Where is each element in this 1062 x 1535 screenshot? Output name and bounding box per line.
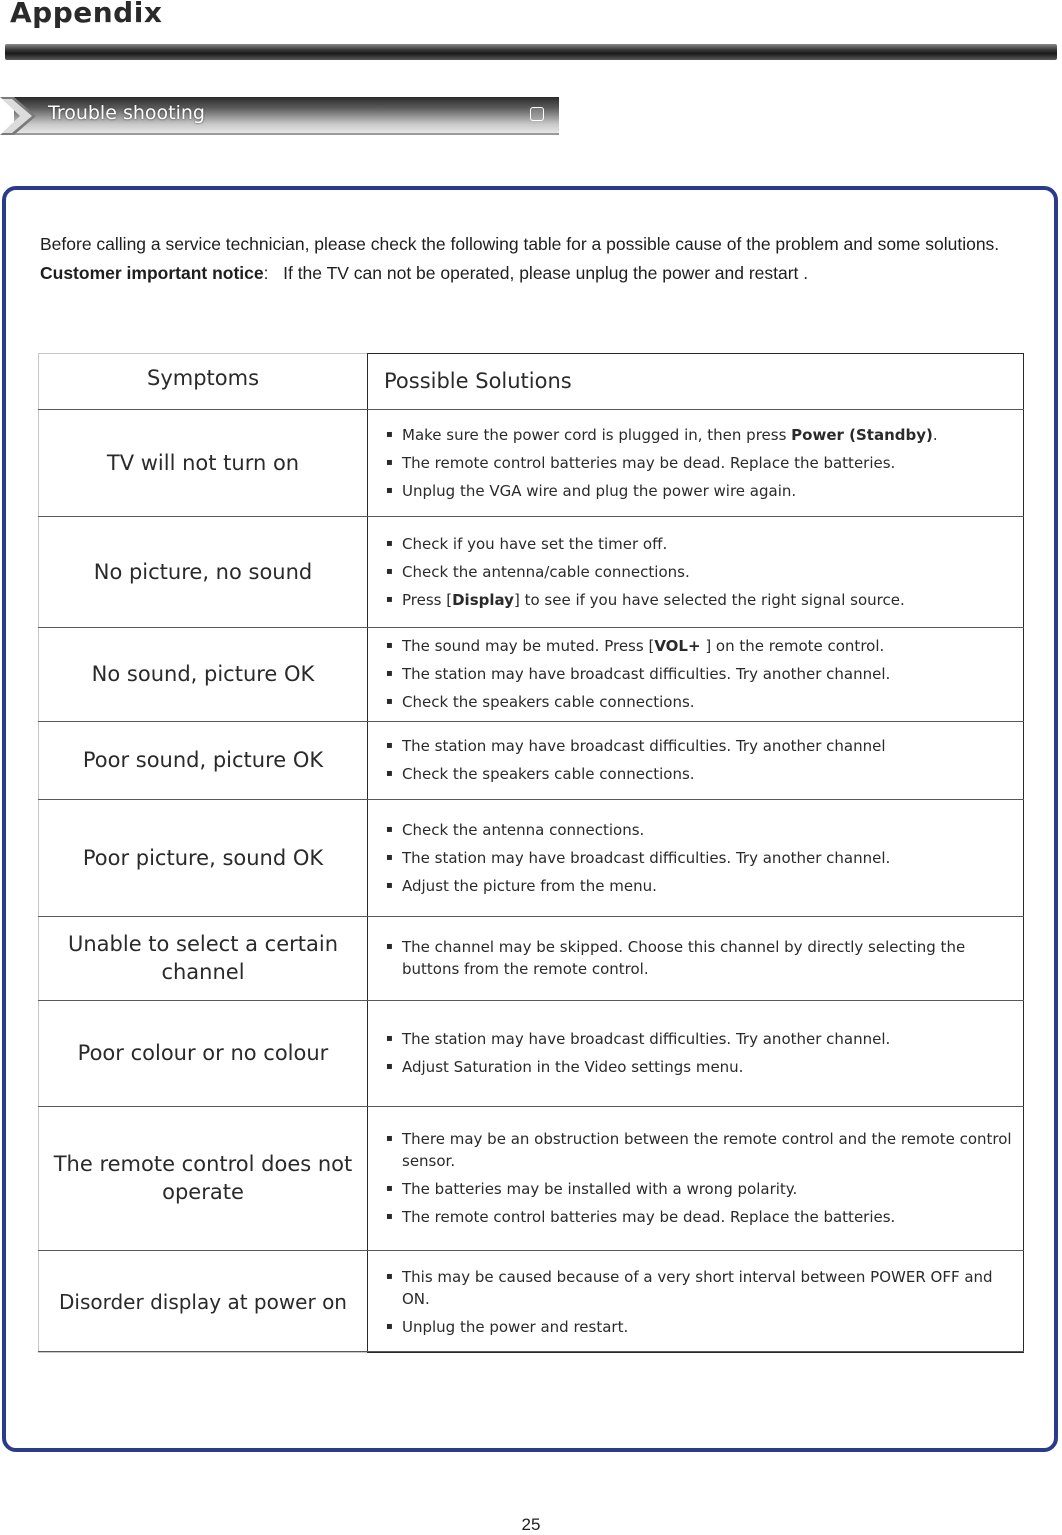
solution-item [386,533,1024,555]
solution-cell [368,1106,1024,1250]
notice-separator: : [263,263,269,283]
solution-item [386,480,1024,502]
notice-text: If the TV can not be operated, please unplug the power and restart . [283,263,809,283]
table-header [38,353,1024,409]
symptom-cell: TV will not turn on [106,450,300,475]
bullet-icon: ▪ [386,879,393,891]
solution-text-part: Check if you have set the timer off. [402,534,668,553]
symptom-cell: Unable to select a certain channel [67,932,339,984]
solution-cell [368,516,1024,627]
solution-keyword: VOL+ [654,637,701,655]
solution-cell [368,799,1024,916]
symptom-cell: Disorder display at power on [59,1289,347,1314]
bullet-icon: ▪ [386,1270,393,1282]
bullet-icon: ▪ [386,1320,393,1332]
solution-text [402,1178,797,1200]
square-button-icon [530,107,544,121]
bullet-icon: ▪ [386,740,393,751]
bullet-icon: ▪ [386,1061,393,1072]
solution-text [402,424,938,446]
solution-cell [368,916,1024,1000]
bullet-icon: ▪ [386,565,393,577]
intro-text [40,230,1030,288]
solution-text-part: Unplug the VGA wire and plug the power wire again. [402,481,797,500]
solution-text [402,533,667,555]
solution-text [402,1028,890,1050]
solution-cell [368,1000,1024,1106]
bullet-icon: ▪ [386,593,393,605]
solution-text-part: Press [ [402,590,453,609]
solution-item [386,589,1024,611]
solution-item [386,663,1024,685]
solution-text-part: The remote control batteries may be dead. Replace the batteries. [402,1208,896,1226]
solution-text-part: The station may have broadcast difficulties. Try another channel. [402,665,891,683]
solution-item [386,847,1024,869]
bullet-icon: ▪ [386,640,393,651]
solution-text [402,819,644,841]
bullet-icon: ▪ [386,668,393,679]
solution-cell [368,409,1024,516]
page-number: 25 [521,1515,541,1534]
bullet-icon: ▪ [386,768,393,779]
solution-text-part: The station may have broadcast difficulties. Try another channel. [402,848,891,867]
solution-item [386,691,1024,713]
solution-item [386,452,1024,474]
solution-text-part: The sound may be muted. Press [ [402,637,655,655]
bullet-icon: ▪ [386,537,393,549]
solution-text-part: This may be caused because of a very short interval between POWER OFF and ON. [402,1267,993,1308]
symptom-cell: No picture, no sound [93,559,313,584]
solution-text-part: The batteries may be installed with a wrong polarity. [402,1180,798,1198]
bullet-icon: ▪ [386,1211,393,1222]
solution-cell [368,721,1024,799]
customer-notice [40,259,1030,288]
solution-text [402,1316,628,1338]
bullet-icon: ▪ [386,823,393,835]
solution-item [386,1028,1024,1050]
solution-item [386,1128,1024,1172]
bullet-icon: ▪ [386,1033,393,1044]
solution-text [402,1266,1024,1310]
solution-keyword: Display [452,590,514,609]
page-title: Appendix [10,0,163,29]
symptom-cell: Poor sound, picture OK [82,748,324,772]
solution-text [402,735,886,757]
bullet-icon: ▪ [386,696,393,707]
solution-item [386,1266,1024,1310]
title-divider [5,44,1057,60]
bullet-icon: ▪ [386,1133,393,1144]
solution-text [402,936,1024,980]
solution-text [402,1128,1024,1172]
solution-item [386,1178,1024,1200]
solution-item [386,635,1024,657]
column-header-solutions: Possible Solutions [384,369,572,393]
solution-text-part: ] on the remote control. [700,637,885,655]
bullet-icon: ▪ [386,428,393,440]
solution-item [386,875,1024,897]
solution-item [386,424,1024,446]
solution-text-part: Unplug the power and restart. [402,1317,629,1336]
bullet-icon: ▪ [386,456,393,468]
solution-text [402,875,657,897]
solution-text [402,1206,895,1228]
solution-text-part: Check the antenna/cable connections. [402,562,690,581]
solution-cell [368,627,1024,721]
solution-text [402,635,884,657]
solution-text-part: The station may have broadcast difficulties. Try another channel. [402,1030,891,1048]
symptom-cell: The remote control does not operate [53,1152,353,1204]
bullet-icon: ▪ [386,484,393,496]
solution-item [386,1056,1024,1078]
column-header-symptoms: Symptoms [146,366,260,390]
solution-item [386,936,1024,980]
solution-text-part: Adjust Saturation in the Video settings menu. [402,1058,744,1076]
section-title: Trouble shooting [48,102,205,124]
solution-text-part: . [932,425,938,444]
solution-text-part: Check the speakers cable connections. [402,765,695,783]
symptom-cell: No sound, picture OK [91,662,315,686]
solution-item [386,1206,1024,1228]
solution-text [402,480,796,502]
solution-item [386,561,1024,583]
notice-label: Customer important notice [40,263,264,283]
solution-text [402,663,890,685]
solution-text [402,691,695,713]
solution-item [386,1316,1024,1338]
chevron-right-icon [0,97,40,135]
symptom-cell: Poor colour or no colour [77,1041,329,1065]
bullet-icon: ▪ [386,941,393,952]
bullet-icon: ▪ [386,851,393,863]
solution-text-part: The channel may be skipped. Choose this channel by directly selecting the buttons from the remote control. [402,938,966,978]
table-bottom-border [38,1351,1024,1352]
solution-item [386,763,1024,785]
solution-text-part: The remote control batteries may be dead. Replace the batteries. [402,453,896,472]
solution-text-part: Adjust the picture from the menu. [402,876,657,895]
symptom-cell: Poor picture, sound OK [82,845,324,870]
solution-keyword: Power (Standby) [791,425,933,444]
solution-text [402,561,690,583]
solution-text-part: Check the antenna connections. [402,820,645,839]
intro-paragraph: Before calling a service technician, please check the following table for a possible cause of the problem and some solutions. [40,234,1000,254]
solution-text [402,1056,743,1078]
section-banner [0,97,560,135]
bullet-icon: ▪ [386,1183,393,1194]
solution-text-part: Check the speakers cable connections. [402,693,695,711]
troubleshooting-table [38,353,1024,1353]
solution-item [386,819,1024,841]
solution-item [386,735,1024,757]
solution-text-part: The station may have broadcast difficulties. Try another channel [402,737,886,755]
solution-text [402,847,890,869]
solution-text [402,763,695,785]
solution-text-part: Make sure the power cord is plugged in, then press [402,425,792,444]
solution-cell [368,1250,1024,1353]
solution-text-part: ] to see if you have selected the right signal source. [513,590,905,609]
solution-text [402,452,895,474]
solution-text-part: There may be an obstruction between the remote control and the remote control sensor. [402,1130,1012,1170]
solution-text [402,589,905,611]
